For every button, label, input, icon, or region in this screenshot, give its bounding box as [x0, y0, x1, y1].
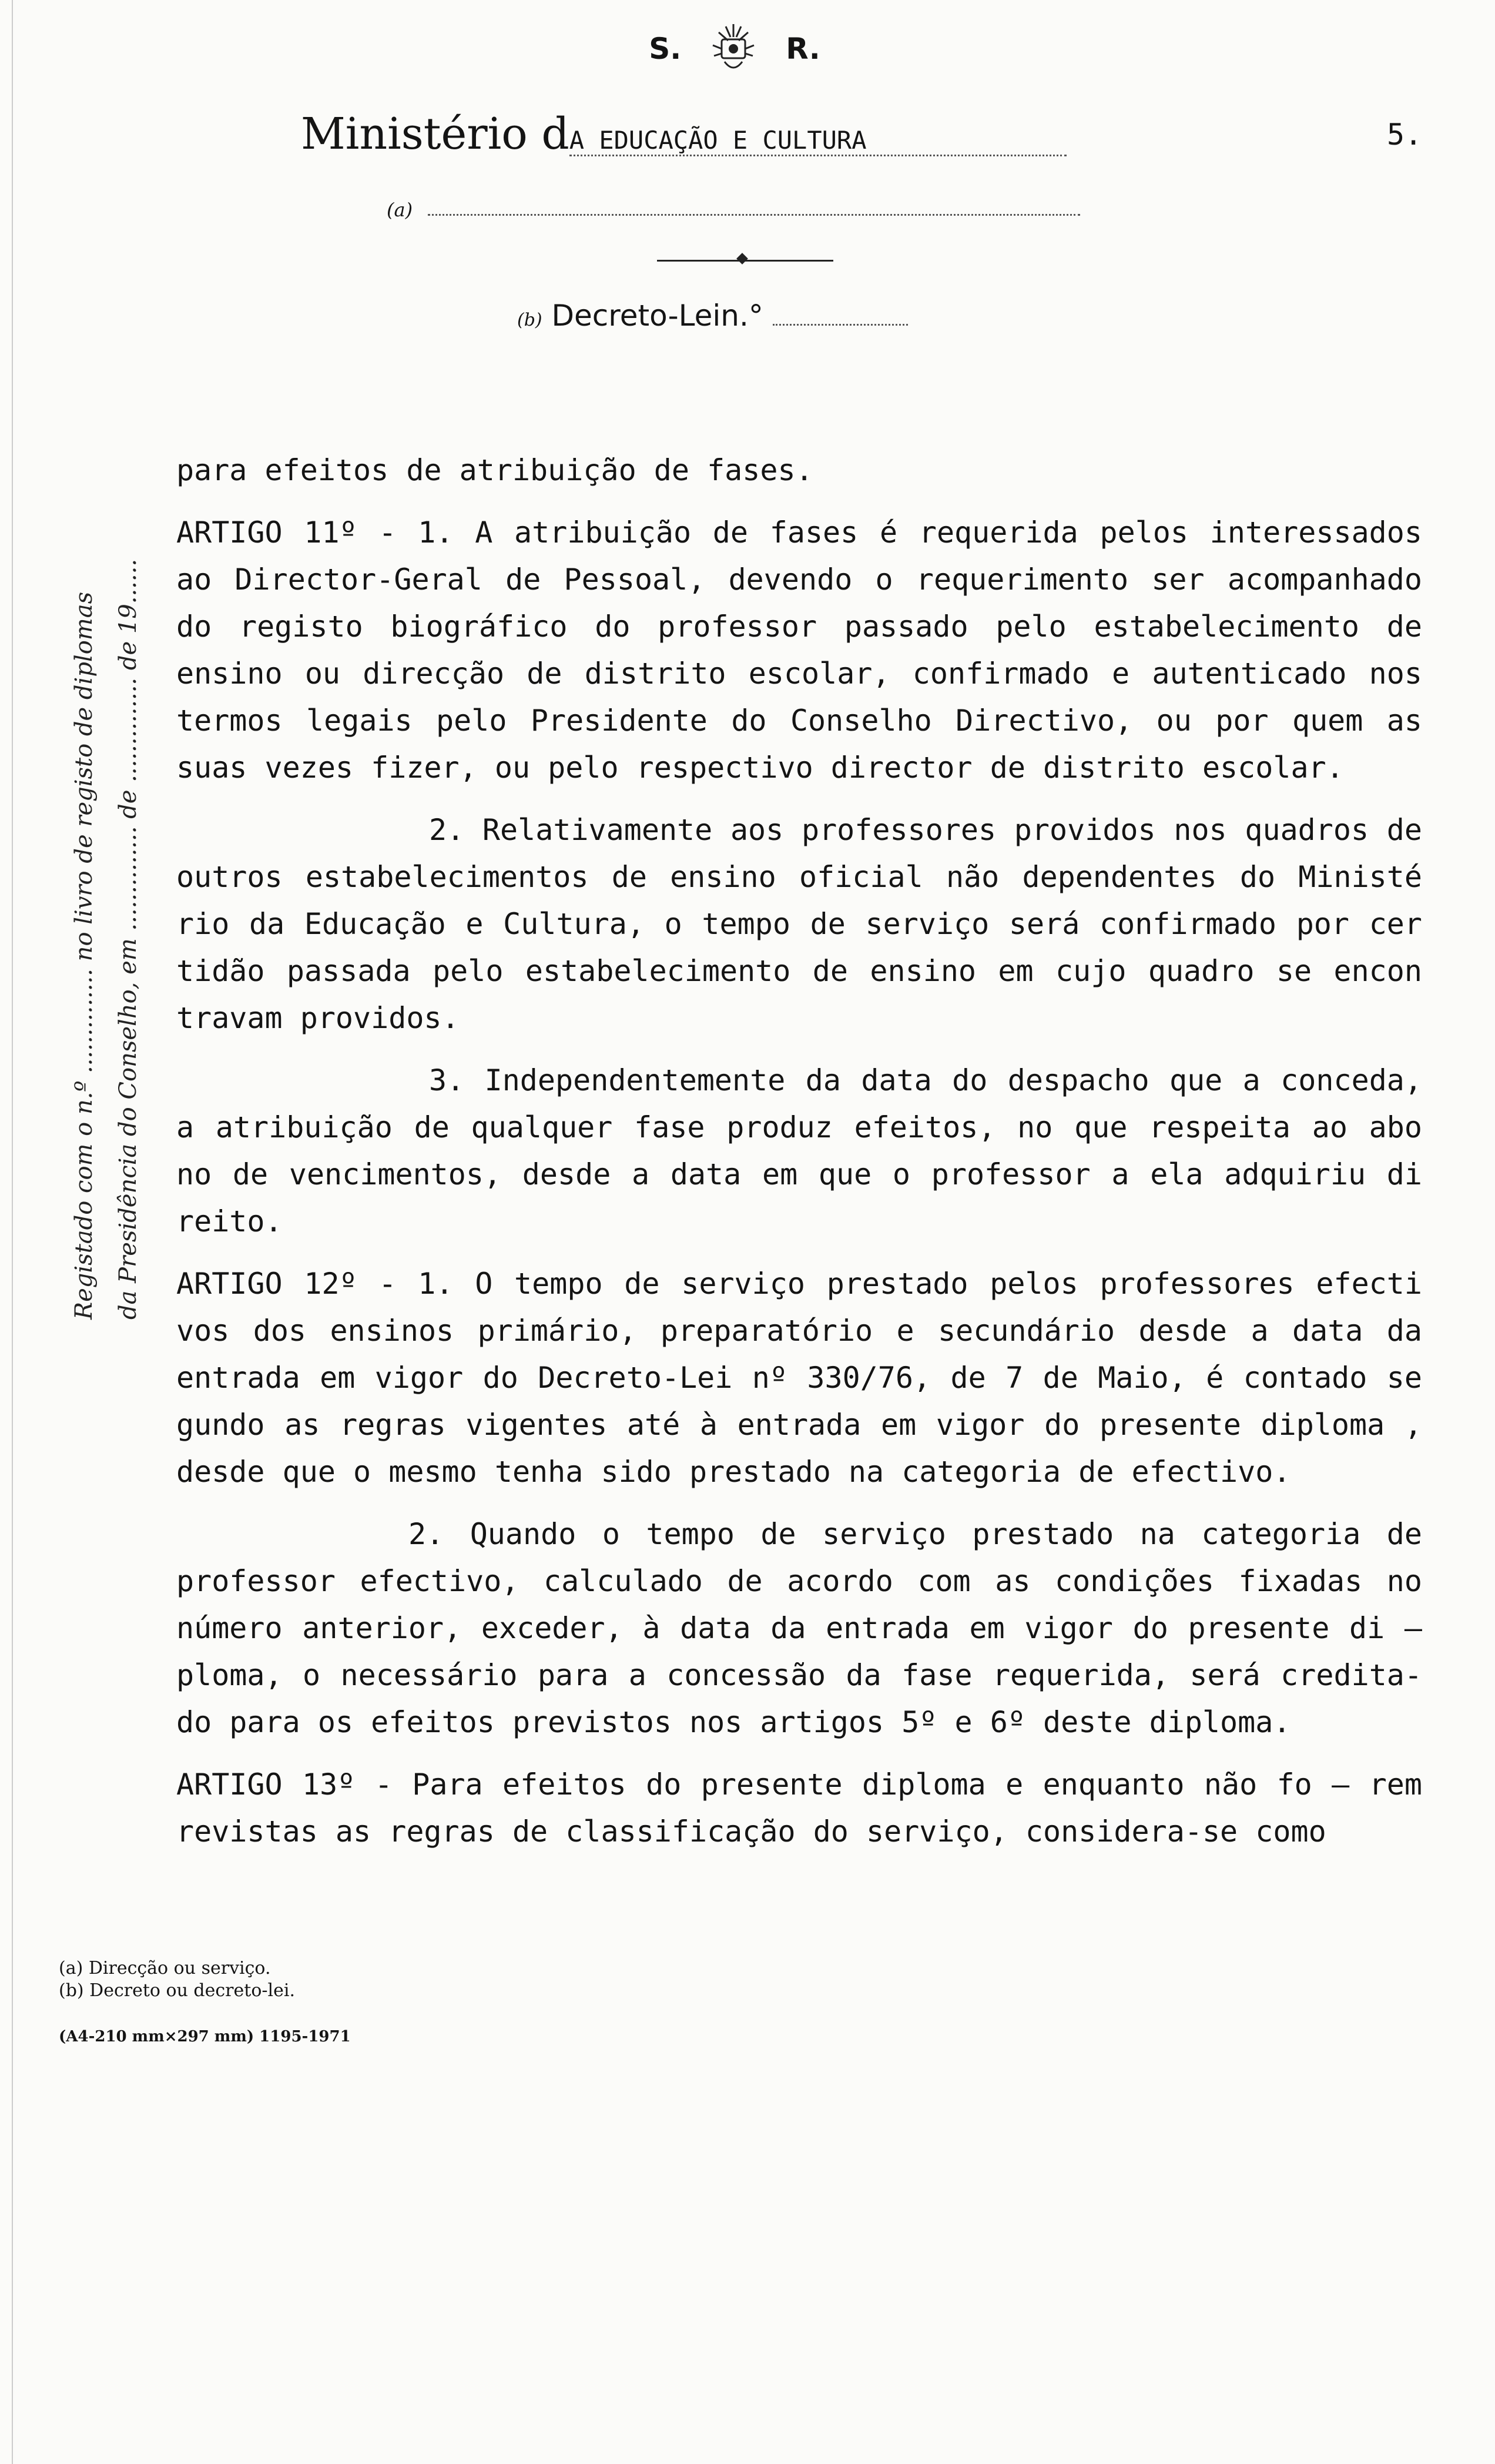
decree-line [517, 299, 908, 333]
coat-of-arms-icon [701, 19, 766, 78]
paragraph-intro: para efeitos de atribuição de fases. [176, 453, 813, 487]
footnote-b: (b) Decreto ou decreto-lei. [59, 1980, 296, 2001]
article-11-paragraph-3: 3. Independentemente da data do despacho que a conceda, a atribuição de qualquer fase produz efeitos, no que respeita ao abo no de vencimentos, desde a data em que o professor a ela adquiriu di reito. [176, 1063, 1422, 1238]
article-11-paragraph-1: ARTIGO 11º - 1. A atribuição de fases é requerida pelos interessados ao Director-Geral de Pessoal, devendo o requerimento ser acompanhado do registo biográfico do professor passado pelo estabelecimento de ensino ou direcção de distrito escolar, confirmado e autenticado nos termos legais pelo Presidente do Conselho Directivo, ou por quem as suas vezes fizer, ou pelo respectivo director de distrito escolar. [176, 515, 1422, 785]
margin-registration-note [59, 497, 147, 1320]
article-12-paragraph-2: 2. Quando o tempo de serviço prestado na categoria de professor efectivo, calculado de acordo com as condições fixadas no número anterior, exceder, à data da entrada em vigor do presente di — ploma, o necessário para a concessão da fase requerida, será credita- do para os efeitos previstos nos artigos 5º e 6º deste diploma. [176, 1517, 1422, 1739]
service-line [387, 199, 1080, 222]
service-line-dots [428, 214, 1080, 216]
diamond-icon [736, 253, 748, 265]
left-page-edge [12, 0, 13, 2464]
decree-mark: (b) [517, 310, 542, 330]
decree-label: Decreto-Lein.° [551, 299, 763, 333]
footnote-a: (a) Direcção ou serviço. [59, 1958, 271, 1978]
decree-dots [773, 324, 908, 326]
margin-note-line-1: Registado com o n.º .............. no livro de registo de diplomas [71, 591, 98, 1320]
print-reference: (A4-210 mm×297 mm) 1195-1971 [59, 2028, 351, 2045]
emblem-right-letter: R. [786, 32, 820, 66]
article-11-paragraph-2: 2. Relativamente aos professores providos nos quadros de outros estabelecimentos de ensino oficial não dependentes do Ministé rio da Educação e Cultura, o tempo de serviço será confirmado por cer tidão passada pelo estabelecimento de ensino em cujo quadro se encon travam providos. [176, 813, 1422, 1035]
ministry-title-fill: A EDUCAÇÃO E CULTURA [569, 126, 1067, 156]
letterhead-emblem [611, 16, 858, 81]
article-12-paragraph-1: ARTIGO 12º - 1. O tempo de serviço prestado pelos professores efecti vos dos ensinos primário, preparatório e secundário desde a data da entrada em vigor do Decreto-Lei nº 330/76, de 7 de Maio, é contado se gundo as regras vigentes até à entrada em vigor do presente diploma , desde que o mesmo tenha sido prestado na categoria de efectivo. [176, 1267, 1422, 1489]
emblem-left-letter: S. [649, 32, 682, 66]
article-13-paragraph: ARTIGO 13º - Para efeitos do presente diploma e enquanto não fo — rem revistas as regras de classificação do serviço, considera-se como [176, 1767, 1422, 1849]
service-line-label: (a) [387, 199, 413, 221]
document-body [176, 447, 1422, 1855]
ministry-title-prefix: Ministério d [301, 109, 569, 159]
ministry-title [301, 109, 1159, 159]
margin-note-line-2: da Presidência do Conselho, em .............. de .............. de 19...... [115, 558, 142, 1320]
page-number: 5. [1387, 118, 1423, 152]
footnotes [59, 1957, 588, 2048]
separator-ornament [657, 259, 833, 262]
